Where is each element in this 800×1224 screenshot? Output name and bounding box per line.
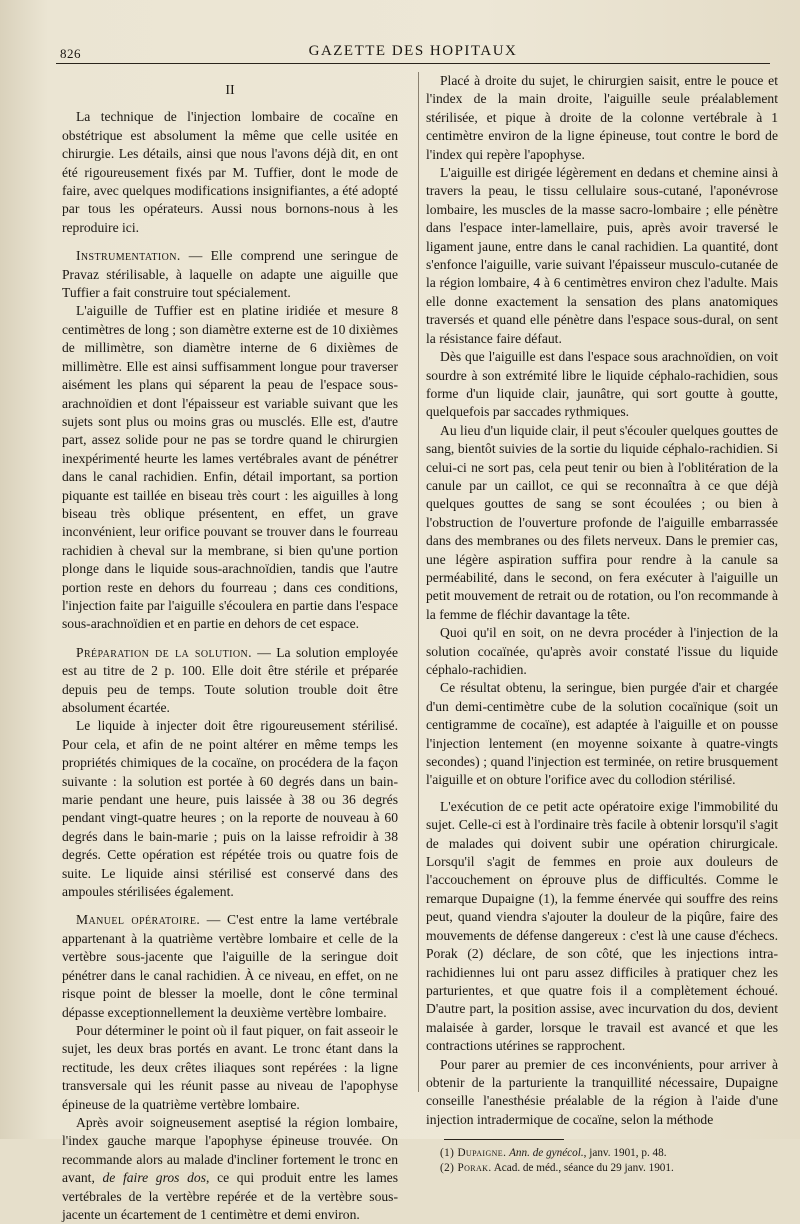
liquide-paragraph: Le liquide à injecter doit être rigoureusement stérilisé. Pour cela, et afin de ne point altérer en même temps les propriétés chimiques de la cocaïne, on procédera de la façon suivante : la solution est portée à 60 degrés dans un bain-marie pendant une heure, puis laissée à 38 ou 36 degrés pendant vingt-quatre heures ; on la reporte de nouveau à 60 degrés dans le bain-marie ; puis on la laisse refroidir à 38 degrés. Cette opération est répétée trois ou quatre fois de suite. Le liquide ainsi stérilisé est conservé dans des ampoules stérilisées également. <box>62 718 398 900</box>
determiner-paragraph: Pour déterminer le point où il faut piquer, on fait asseoir le sujet, les deux bras portés en avant. Le tronc étant dans la rectitude, les deux crêtes iliaques sont repérées : la ligne transversale qui les réunit passe au niveau de l'apophyse épineuse de la quatrième vertèbre lombaire. <box>62 1022 398 1112</box>
section-number: II <box>225 83 235 98</box>
right-paragraph-2: L'aiguille est dirigée légèrement en dedans et chemine ainsi à travers la peau, le tissu cellulaire sous-cutané, l'aponévrose lombaire, les muscles de la masse sacro-lombaire ; elle pénètre dans l'espace inter-lamellaire, puis, après avoir traversé le ligament jaune, entre dans le canal rachidien. La quantité, dont s'enfonce l'aiguille, varie suivant l'épaisseur musculo-cutanée de la région lombaire, 4 à 6 centimètres environ chez l'adulte. Mais elle donne exactement la sensation des plans anatomiques traversés et quand elle pénètre dans l'espace sous-dural, on sent la résistance faire défaut. <box>426 165 778 346</box>
apres-italic: de faire gros dos <box>102 1170 207 1186</box>
right-paragraph-8: Pour parer au premier de ces inconvénients, pour arriver à obtenir de la parturiente la tranquillité nécessaire, Dupaigne conseille l'anesthésie préalable de la région à l'aide d'une injection intradermique de cocaïne, selon la méthode <box>426 1056 778 1127</box>
right-paragraph-3: Dès que l'aiguille est dans l'espace sous arachnoïdien, on voit sourdre à son extrémité libre le liquide céphalo-rachidien, sous forme d'un liquide clair, jaunâtre, qui sort goutte à goutte, quelquefois par saccades rythmiques. <box>426 349 778 420</box>
right-paragraph-6: Ce résultat obtenu, la seringue, bien purgée d'air et chargée d'un demi-centimètre cube de la solution cocaïnique (soit un centigramme de cocaïne), est adaptée à l'aiguille et on pousse l'injection lentement (en moyenne soixante à quatre-vingts secondes) ; quand l'injection est terminée, on retire brusquement l'aiguille et on obture l'orifice avec du collodion stérilisé. <box>426 680 778 788</box>
footnote-2 <box>426 1161 778 1176</box>
apres-text-start: Après avoir soigneusement aseptisé la région lombaire, l'index gauche marque l'apophyse épineuse trouvée. On recommande alors au malade d'incliner fortement le tronc en avant, <box>62 1114 398 1186</box>
right-column <box>426 72 778 1175</box>
footnote-1 <box>426 1146 778 1161</box>
preparation-text: — La solution employée est au titre de 2 p. 100. Elle doit être stérile et préparée depuis peu de temps. Toute solution trouble doit être absolument écartée. <box>62 644 398 715</box>
manuel-text: — C'est entre la lame vertébrale appartenant à la quatrième vertèbre lombaire et celle de la vertèbre sous-jacente que l'aiguille de la seringue doit pénétrer dans le canal rachidien. À ce niveau, en effet, on ne risque point de blesser la moelle, dont le cône terminal dépasse exceptionnellement la deuxième vertèbre lombaire. <box>62 912 398 1020</box>
footnote-2-rest: Acad. de méd., séance du 29 janv. 1901. <box>491 1161 674 1174</box>
footnote-rule <box>444 1139 564 1140</box>
right-paragraph-5: Quoi qu'il en soit, on ne devra procéder à l'injection de la solution cocaïnée, qu'après avoir constaté l'issue du liquide céphalo-rachidien. <box>426 625 778 677</box>
manuel-heading: Manuel opératoire. <box>76 912 201 928</box>
intro-paragraph: La technique de l'injection lombaire de cocaïne en obstétrique est absolument la même que celle usitée en chirurgie. Les détails, ainsi que nous l'avons déjà dit, en ont été rigoureusement fixés par M. Tuffier, dont le mode de faire, avec quelques modifications insignifiantes, a été adopté par tous les opérateurs. Aussi nous bornons-nous à les reproduire ici. <box>62 109 398 235</box>
aiguille-paragraph: L'aiguille de Tuffier est en platine iridiée et mesure 8 centimètres de long ; son diamètre externe est de 10 dixièmes de millimètre, son diamètre interne de 6 dixièmes de millimètre. Elle est ainsi suffisamment longue pour traverser aisément les plans qui séparent la peau de l'espace sous-arachnoïdien et dont l'épaisseur est variable suivant que les sujets sont plus ou moins gras ou musclés. Elle est, d'autre part, assez solide pour ne pas se tordre quand le chirurgien inexpérimenté heurte les lames vertébrales avant de pénétrer dans le canal rachidien. Enfin, détail important, sa portion piquante est taillée en biseau très court : les aiguilles à long biseau très oblique présentent, en effet, un grave inconvénient, leur orifice pouvant se trouver dans le fourreau rachidien à cheval sur la membrane, si bien qu'une portion plonge dans le liquide sous-arachnoïdien, tandis que l'autre portion reste en dehors du fourreau ; dans ces conditions, l'injection faite par l'aiguille s'écoulera en partie dans l'espace sous-arachnoïdien et en partie en dehors de cet espace. <box>62 303 398 632</box>
preparation-heading: Préparation de la solution. <box>76 644 252 660</box>
footnote-2-label: (2) Porak. <box>440 1161 492 1174</box>
instrumentation-text: — Elle comprend une seringue de Pravaz stérilisable, à laquelle on adapte une aiguille que Tuffier a fait construire tout spécialement. <box>62 248 398 301</box>
journal-title: GAZETTE DES HOPITAUX <box>308 43 518 59</box>
instrumentation-heading: Instrumentation. <box>76 248 181 264</box>
footnote-1-rest: , janv. 1901, p. 48. <box>583 1147 667 1160</box>
header-rule <box>56 63 770 64</box>
apres-paragraph <box>62 1114 398 1224</box>
apres-text-end: , ce qui produit entre les lames vertébrales de la vertèbre repérée et de la vertèbre sous-jacente un écartement de 1 centimètre et demi environ. <box>62 1170 398 1222</box>
instrumentation-paragraph <box>62 247 398 302</box>
left-column <box>62 72 398 1224</box>
footnote-1-title: Ann. de gynécol. <box>509 1147 584 1160</box>
page-number: 826 <box>60 46 81 61</box>
page-header <box>56 38 770 64</box>
footnote-1-label: (1) Dupaigne. <box>440 1147 507 1160</box>
manuel-paragraph <box>62 911 398 1021</box>
right-paragraph-7: L'exécution de ce petit acte opératoire exige l'immobilité du sujet. Celle-ci est à l'ordinaire très facile à obtenir lorsqu'il s'agit de malades qui doivent subir une opération chirurgicale. Lorsqu'il s'agit de femmes en proie aux douleurs de l'accouchement on éprouve plus de difficultés. Comme le remarque Dupaigne (1), la femme énervée qui souffre des reins peut, quand viendra s'ajouter la douleur de la piqûre, faire des mouvements de défense dangereux : c'est là une cause d'échecs. Porak (2) déclare, de son côté, que les injections intra-rachidiennes lui ont paru assez difficiles à pratiquer chez les parturientes, et que quatre fois il a complètement échoué. D'autre part, la position assise, avec incurvation du dos, devient malaisée à garder, lorsque le travail est avancé et que les contractions utérines se rapprochent. <box>426 798 778 1054</box>
right-paragraph-4: Au lieu d'un liquide clair, il peut s'écouler quelques gouttes de sang, bientôt suivies de la sortie du liquide céphalo-rachidien. Si celui-ci ne sort pas, cela peut tenir ou bien à l'oblitération de la canule par un caillot, ce qui se reconnaîtra à ce que déjà quelques gouttes de sang se sont écoulées ; ou bien à l'obstruction de l'ouverture profonde de l'aiguille embarrassée dans des membranes ou des filets nerveux. Dans le premier cas, une légère aspiration suffira pour rendre à la canule sa perméabilité, dans le second, on fera exécuter à l'aiguille un petit mouvement de retrait ou de rotation, ou l'on recommande à la femme de fléchir davantage la tête. <box>426 422 778 622</box>
column-divider <box>418 72 419 1092</box>
preparation-paragraph <box>62 644 398 718</box>
right-paragraph-1: Placé à droite du sujet, le chirurgien saisit, entre le pouce et l'index de la main droite, l'aiguille seule préalablement stérilisée, et pique à droite de la colonne vertébrale à 1 centimètre environ de la ligne épineuse, tout contre le bord de l'index qui repère l'apophyse. <box>426 73 778 162</box>
